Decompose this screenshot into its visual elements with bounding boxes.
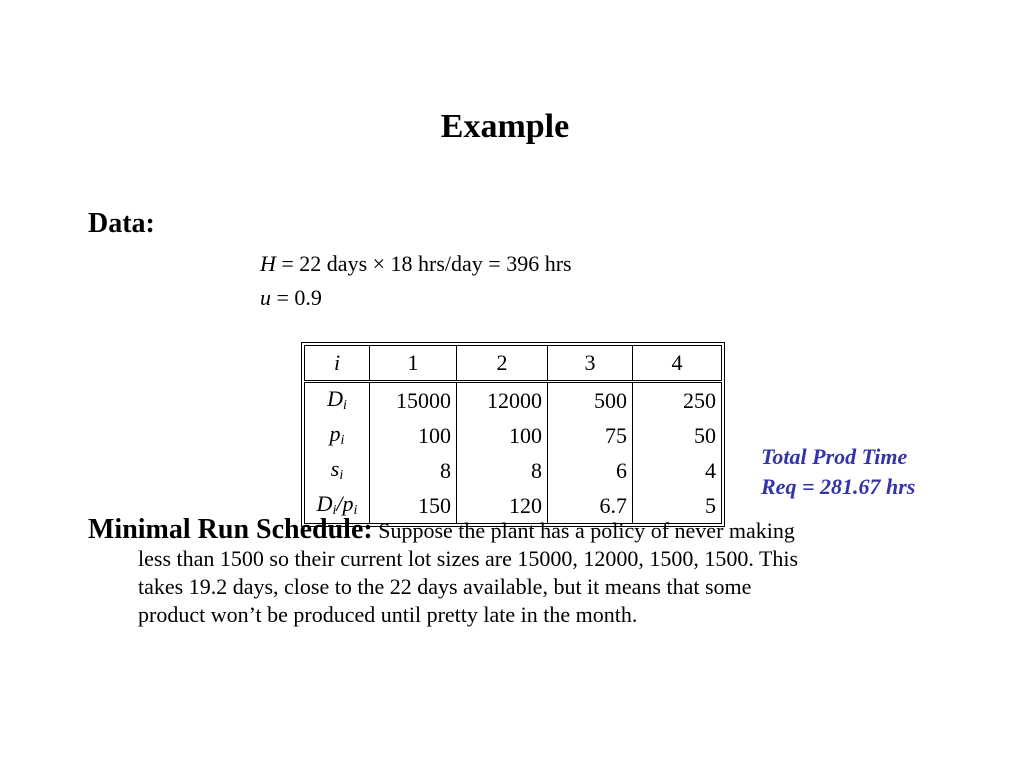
paragraph-first-line: Suppose the plant has a policy of never making <box>372 518 795 543</box>
row-label-processing-time: $D_i/p_i$ <box>305 488 370 524</box>
note-line-1: Total Prod Time <box>761 444 908 469</box>
table-row-demand <box>305 382 722 419</box>
horizon-equation <box>260 251 572 277</box>
u-equation-rest: = 0.9 <box>271 285 322 310</box>
utilization-equation <box>260 285 322 311</box>
h-equation-rest: = 22 days × 18 hrs/day = 396 hrs <box>275 251 572 276</box>
table-cell: 50 <box>633 418 722 453</box>
note-line-2: Req = 281.67 hrs <box>761 474 916 499</box>
table-header-row <box>305 346 722 382</box>
table-cell: 100 <box>457 418 548 453</box>
header-col-2: 2 <box>457 346 548 382</box>
table-cell: 6 <box>548 453 633 488</box>
table-cell: 500 <box>548 382 633 419</box>
paragraph-lead: Minimal Run Schedule: <box>88 514 373 545</box>
row-label-demand: $D_i$ <box>305 382 370 419</box>
header-col-3: 3 <box>548 346 633 382</box>
table-cell: 4 <box>633 453 722 488</box>
paragraph-line-3: takes 19.2 days, close to the 22 days available, but it means that some <box>138 574 752 599</box>
header-col-1: 1 <box>370 346 457 382</box>
row-label-production-rate: $p_i$ <box>305 418 370 453</box>
paragraph-line-2: less than 1500 so their current lot sizes are 15000, 12000, 1500, 1500. This <box>138 546 799 571</box>
data-table-frame <box>301 342 725 527</box>
u-variable: u <box>260 285 271 310</box>
table-cell: 250 <box>633 382 722 419</box>
table-cell: 150 <box>370 488 457 524</box>
table-cell: 75 <box>548 418 633 453</box>
table-cell: 6.7 <box>548 488 633 524</box>
header-col-4: 4 <box>633 346 722 382</box>
data-heading: Data: <box>88 208 155 239</box>
row-label-setup-time: $s_i$ <box>305 453 370 488</box>
table-cell: 120 <box>457 488 548 524</box>
minimal-run-paragraph <box>88 516 918 629</box>
slide-title: Example <box>440 108 570 145</box>
paragraph-line-4: product won’t be produced until pretty late in the month. <box>138 602 638 627</box>
total-time-note <box>761 442 915 502</box>
table-cell: 5 <box>633 488 722 524</box>
data-table <box>304 345 722 524</box>
table-cell: 12000 <box>457 382 548 419</box>
table-cell: 100 <box>370 418 457 453</box>
table-row-setup-time <box>305 453 722 488</box>
table-cell: 15000 <box>370 382 457 419</box>
table-cell: 8 <box>457 453 548 488</box>
h-variable: H <box>260 251 276 276</box>
header-index-label: i <box>305 346 370 382</box>
table-cell: 8 <box>370 453 457 488</box>
table-row-production-rate <box>305 418 722 453</box>
